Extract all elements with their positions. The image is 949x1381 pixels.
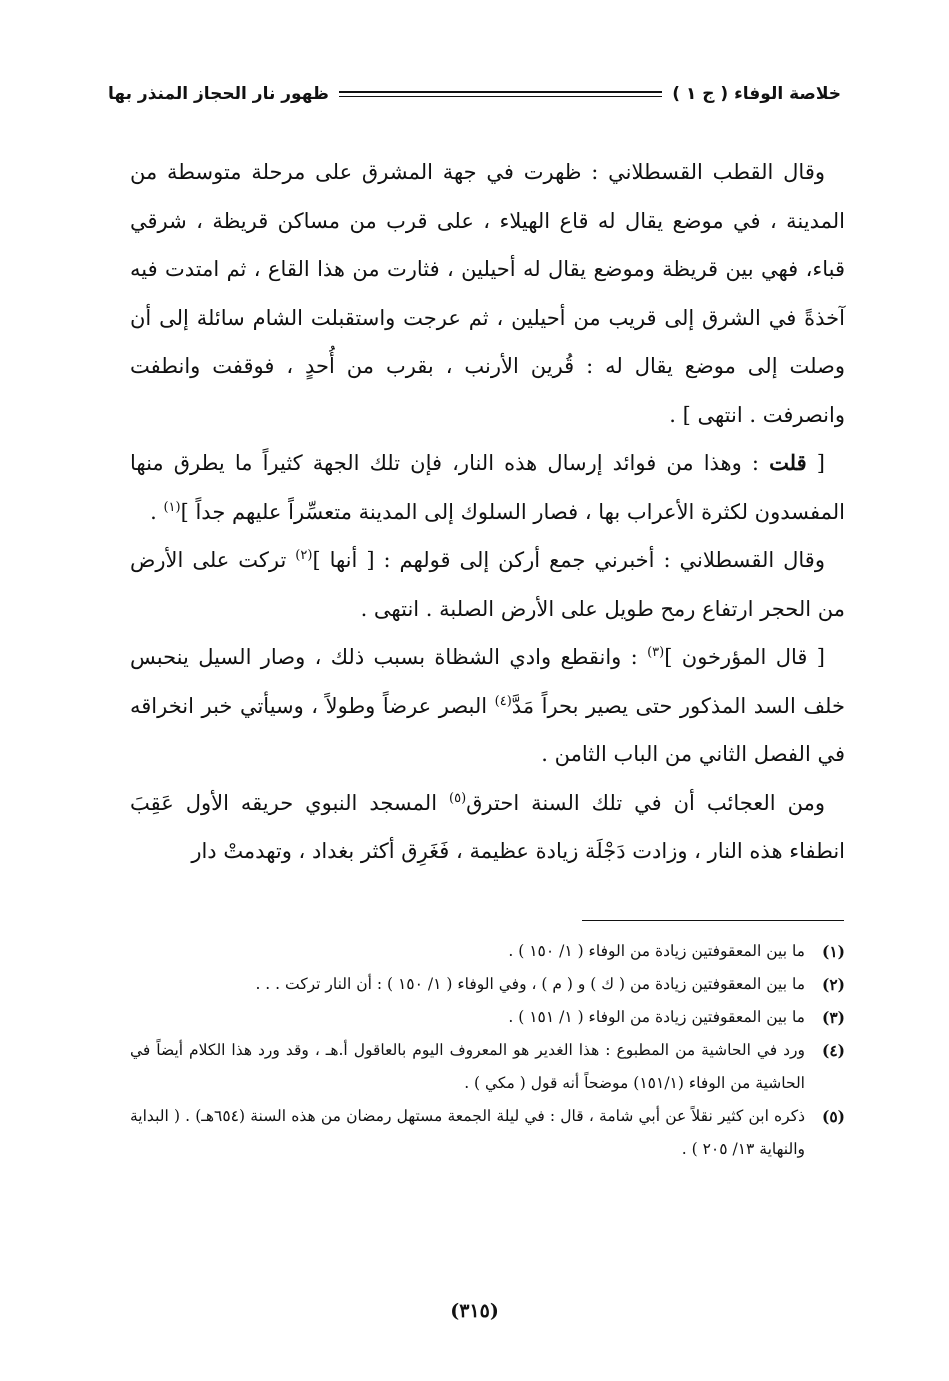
paragraph-5: ومن العجائب أن في تلك السنة احترق$^{(٥)}$ المسجد النبوي حريقه الأول عَقِبَ انطفاء هذه النار ، وزادت دَجْلَة زيادة عظيمة ، فَغَرِق أكثر بغداد ، وتهدمتْ دار xyxy=(130,790,845,863)
footnote-ref-5[interactable]: (٥) xyxy=(449,790,467,806)
paragraph-3: وقال القسطلاني : أخبرني جمع أركن إلى قولهم : [ أنها ]$^{(٢)}$ تركت على الأرض من الحجر ارتفاع رمح طويل على الأرض الصلبة . انتهى . xyxy=(130,548,845,621)
paragraph-1: وقال القطب القسطلاني : ظهرت في جهة المشرق على مرحلة متوسطة من المدينة ، في موضع يقال له قاع الهيلاء ، على قرب من مساكن قريظة ، شرقي قباء، فهي بين قريظة وموضع يقال له أحيلين ، فثارت من هذا القاع ، ثم امتدت فيه آخذةً في الشرق إلى قريب من أحيلين ، ثم عرجت واستقبلت الشام سائلة إلى أن وصلت إلى موضع يقال له : قُرين الأرنب ، بقرب من أُحدٍ ، فوقفت وانطفت وانصرفت . انتهى ] . xyxy=(130,160,845,427)
footnote-number: (٥) xyxy=(821,1107,845,1126)
footnote-separator xyxy=(582,920,844,921)
header-rule xyxy=(339,91,662,97)
footnote-5 xyxy=(130,1100,845,1166)
header-chapter-title: ظهور نار الحجاز المنذر بها xyxy=(108,84,329,104)
paragraph-4: [ قال المؤرخون ]$^{(٣)}$ : وانقطع وادي الشظاة بسبب ذلك ، وصار السيل ينحبس خلف السد المذكور حتى يصير بحراً مَدَّ$^{(٤)}$ البصر عرضاً وطولاً ، وسيأتي خبر انخراقه في الفصل الثاني من الباب الثامن . xyxy=(130,645,845,766)
footnote-number: (٤) xyxy=(821,1041,845,1060)
footnote-ref-1[interactable]: (١) xyxy=(163,499,181,515)
main-text xyxy=(130,148,845,876)
footnote-4 xyxy=(130,1034,845,1100)
footnote-ref-3[interactable]: (٣) xyxy=(647,645,665,660)
footnote-1 xyxy=(130,935,845,968)
footnote-text: ذكره ابن كثير نقلاً عن أبي شامة ، قال : في ليلة الجمعة مستهل رمضان من هذه السنة (٦٥٤هـ) . ( البداية والنهاية ١٣/ ٢٠٥ ) . xyxy=(130,1107,805,1158)
footnote-ref-4[interactable]: (٤) xyxy=(494,693,512,709)
footnote-text: ما بين المعقوفتين زيادة من ( ك ) و ( م ) ، وفي الوفاء ( ١/ ١٥٠ ) : أن النار تركت . . . xyxy=(255,975,805,993)
page-number: (٣١٥) xyxy=(450,1300,499,1322)
footnote-3 xyxy=(130,1001,845,1034)
footnote-number: (٣) xyxy=(821,1008,845,1027)
footnote-text: ورد في الحاشية من المطبوع : هذا الغدير هو المعروف اليوم بالعاقول أ.هـ ، وقد ورد هذا الكلام أيضاً في الحاشية من الوفاء (١٥١/١) موضحاً أنه قول ( مكي ) . xyxy=(130,1041,805,1092)
header-book-title: خلاصة الوفاء ( ج ١ ) xyxy=(672,84,841,104)
footnote-2 xyxy=(130,968,845,1001)
footnote-number: (٢) xyxy=(821,975,845,994)
qultu-word: قلت xyxy=(769,450,807,475)
footnote-ref-2[interactable]: (٢) xyxy=(295,548,313,563)
footnote-text: ما بين المعقوفتين زيادة من الوفاء ( ١/ ١٥٠ ) . xyxy=(508,942,805,960)
running-header xyxy=(108,78,841,110)
footnote-number: (١) xyxy=(821,942,845,961)
paragraph-2: [ قلت : وهذا من فوائد إرسال هذه النار، فإن تلك الجهة كثيراً ما يطرق منها المفسدون لكثرة الأعراب بها ، فصار السلوك إلى المدينة متعسِّراً عليهم جداً ]$^{(١)}$ . xyxy=(130,450,845,524)
footnote-text: ما بين المعقوفتين زيادة من الوفاء ( ١/ ١٥١ ) . xyxy=(508,1008,805,1026)
footnotes xyxy=(130,935,845,1166)
